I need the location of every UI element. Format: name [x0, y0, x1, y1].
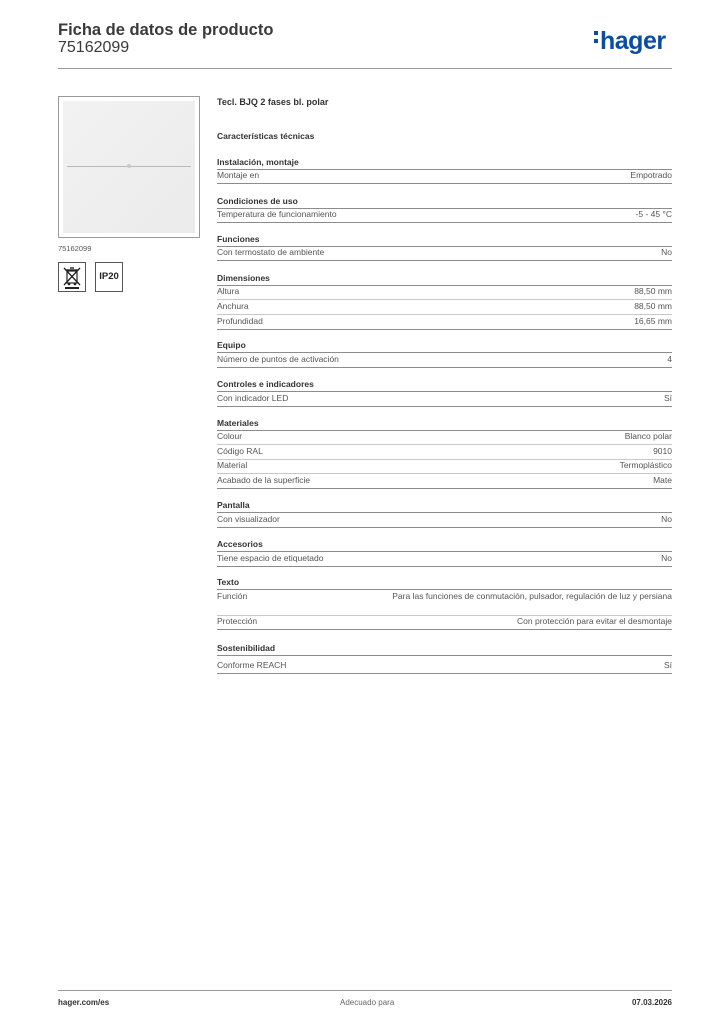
- spec-label: Montaje en: [217, 170, 260, 180]
- spec-value: Empotrado: [630, 170, 672, 180]
- spec-value: Para las funciones de conmutación, pulsador, regulación de luz y persiana: [392, 591, 672, 601]
- switch-indicator-dot: [127, 164, 131, 168]
- section-heading: Accesorios: [217, 539, 672, 552]
- spec-row: [217, 393, 672, 407]
- spec-label: Número de puntos de activación: [217, 354, 339, 364]
- spec-value: No: [661, 247, 672, 257]
- logo-colon-icon: [594, 27, 600, 47]
- spec-row: [217, 514, 672, 528]
- section-heading: Sostenibilidad: [217, 643, 672, 656]
- spec-row: [217, 286, 672, 300]
- spec-row: [217, 460, 672, 474]
- weee-crossed-bin-icon: [58, 262, 86, 292]
- spec-label: Protección: [217, 616, 258, 626]
- spec-row: [217, 616, 672, 630]
- spec-label: Código RAL: [217, 446, 263, 456]
- section-heading: Pantalla: [217, 500, 672, 513]
- spec-label: Con visualizador: [217, 514, 280, 524]
- product-image: [58, 96, 200, 238]
- spec-subtitle: Características técnicas: [217, 131, 315, 141]
- spec-label: Con indicador LED: [217, 393, 289, 403]
- spec-label: Profundidad: [217, 316, 263, 326]
- spec-value: 16,65 mm: [634, 316, 672, 326]
- footer-website: hager.com/es: [58, 998, 110, 1007]
- section-heading: Funciones: [217, 234, 672, 247]
- spec-row: [217, 431, 672, 445]
- spec-value: No: [661, 514, 672, 524]
- product-code: 75162099: [58, 39, 130, 56]
- spec-value: Con protección para evitar el desmontaje: [517, 616, 672, 626]
- spec-row: [217, 209, 672, 223]
- spec-value: Termoplástico: [619, 460, 672, 470]
- footer-suitable-for: Adecuado para: [340, 998, 395, 1007]
- spec-row: [217, 170, 672, 184]
- spec-value: 4: [667, 354, 672, 364]
- spec-value: Blanco polar: [624, 431, 672, 441]
- spec-value: Sí: [663, 660, 672, 670]
- spec-value: 88,50 mm: [634, 286, 672, 296]
- spec-label: Conforme REACH: [217, 660, 287, 670]
- section-heading: Controles e indicadores: [217, 379, 672, 392]
- spec-value: No: [661, 553, 672, 563]
- section-heading: Equipo: [217, 340, 672, 353]
- spec-label: Altura: [217, 286, 240, 296]
- footer-date: 07.03.2026: [631, 998, 672, 1007]
- section-heading: Texto: [217, 577, 672, 590]
- spec-label: Colour: [217, 431, 243, 441]
- spec-row: [217, 247, 672, 261]
- spec-row: [217, 553, 672, 567]
- spec-value: 9010: [653, 446, 672, 456]
- spec-value: 88,50 mm: [634, 301, 672, 311]
- spec-row: [217, 354, 672, 368]
- spec-label: Temperatura de funcionamiento: [217, 209, 337, 219]
- page-title: Ficha de datos de producto: [58, 21, 274, 39]
- spec-label: Con termostato de ambiente: [217, 247, 325, 257]
- image-caption: 75162099: [58, 244, 92, 253]
- section-heading: Materiales: [217, 418, 672, 431]
- spec-row: [217, 591, 672, 616]
- spec-label: Acabado de la superficie: [217, 475, 311, 485]
- spec-value: Mate: [653, 475, 672, 485]
- logo-text: hager: [600, 27, 666, 55]
- product-name: Tecl. BJQ 2 fases bl. polar: [217, 97, 329, 107]
- spec-label: Anchura: [217, 301, 249, 311]
- section-heading: Dimensiones: [217, 273, 672, 286]
- spec-label: Tiene espacio de etiquetado: [217, 553, 324, 563]
- header-divider: [58, 68, 672, 69]
- hager-logo: [594, 27, 666, 57]
- spec-label: Función: [217, 591, 248, 601]
- spec-row: [217, 316, 672, 330]
- spec-row: [217, 446, 672, 460]
- spec-value: -5 - 45 °C: [635, 209, 672, 219]
- spec-value: Sí: [663, 393, 672, 403]
- spec-label: Material: [217, 460, 248, 470]
- section-heading: Condiciones de uso: [217, 196, 672, 209]
- spec-row: [217, 475, 672, 489]
- section-heading: Instalación, montaje: [217, 157, 672, 170]
- spec-row: [217, 660, 672, 674]
- spec-row: [217, 301, 672, 315]
- footer-divider: [58, 990, 672, 991]
- ip-rating-badge: IP20: [95, 262, 123, 292]
